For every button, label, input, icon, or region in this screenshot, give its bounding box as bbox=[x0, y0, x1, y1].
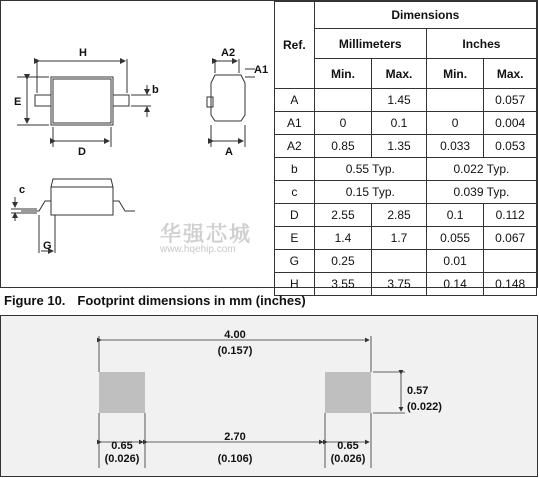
cell-ref: A1 bbox=[275, 112, 315, 135]
dimension-row bbox=[275, 273, 537, 296]
cell-ref: A bbox=[275, 89, 315, 112]
fp-total-width: 4.00 bbox=[224, 329, 246, 341]
fp-pad-height: 0.57 bbox=[407, 385, 429, 397]
cell-in-min: 0.1 bbox=[426, 204, 484, 227]
cell-mm-max: 1.35 bbox=[372, 135, 427, 158]
top-view-lead-right bbox=[113, 95, 129, 106]
label-A1: A1 bbox=[254, 64, 269, 76]
cell-mm-max: 2.85 bbox=[372, 204, 427, 227]
side-view-body bbox=[211, 75, 245, 121]
fp-pad-height-in: (0.022) bbox=[407, 401, 442, 413]
footprint-panel bbox=[0, 315, 538, 477]
fp-pad-width-right: 0.65 bbox=[337, 440, 359, 452]
cell-mm-max: 0.1 bbox=[372, 112, 427, 135]
cell-in-max: 0.057 bbox=[484, 89, 537, 112]
watermark-url: www.hqehip.com bbox=[160, 244, 236, 255]
cell-ref: E bbox=[275, 227, 315, 250]
top-view-body bbox=[53, 79, 111, 123]
label-D: D bbox=[78, 146, 86, 158]
cell-ref: b bbox=[275, 158, 315, 181]
dimensions-table bbox=[274, 1, 537, 296]
cell-mm-min: 2.55 bbox=[314, 204, 372, 227]
dimension-row bbox=[275, 112, 537, 135]
footprint-pad-left bbox=[99, 372, 145, 413]
cell-in-min bbox=[426, 89, 484, 112]
dimension-row bbox=[275, 135, 537, 158]
cell-in-max: 0.148 bbox=[484, 273, 537, 296]
cell-in-min: 0.01 bbox=[426, 250, 484, 273]
cell-in-min: 0 bbox=[426, 112, 484, 135]
fp-gap-in: (0.106) bbox=[217, 453, 253, 465]
label-E: E bbox=[14, 96, 22, 108]
figure-title: Footprint dimensions in mm (inches) bbox=[77, 293, 306, 308]
cell-ref: c bbox=[275, 181, 315, 204]
millimeters-header: Millimeters bbox=[314, 29, 426, 59]
cell-mm-typ: 0.15 Typ. bbox=[314, 181, 426, 204]
front-view-body bbox=[51, 179, 113, 215]
footprint-drawing bbox=[1, 316, 539, 478]
cell-mm-min: 0 bbox=[314, 112, 372, 135]
min-header: Min. bbox=[426, 59, 484, 89]
cell-mm-typ: 0.55 Typ. bbox=[314, 158, 426, 181]
footprint-pad-right bbox=[325, 372, 371, 413]
cell-in-max: 0.004 bbox=[484, 112, 537, 135]
cell-in-max: 0.067 bbox=[484, 227, 537, 250]
cell-mm-max: 1.7 bbox=[372, 227, 427, 250]
cell-in-max bbox=[484, 250, 537, 273]
dimensions-header: Dimensions bbox=[314, 2, 536, 29]
label-H: H bbox=[79, 47, 87, 59]
cell-ref: H bbox=[275, 273, 315, 296]
dimension-row bbox=[275, 227, 537, 250]
cell-in-max: 0.053 bbox=[484, 135, 537, 158]
fp-total-width-in: (0.157) bbox=[217, 345, 253, 357]
fp-pad-width-right-in: (0.026) bbox=[330, 453, 366, 465]
cell-mm-min: 1.4 bbox=[314, 227, 372, 250]
label-b: b bbox=[152, 84, 159, 96]
cell-mm-max: 3.75 bbox=[372, 273, 427, 296]
dimensions-rows bbox=[275, 89, 537, 296]
cell-in-min: 0.055 bbox=[426, 227, 484, 250]
fp-gap: 2.70 bbox=[224, 431, 246, 443]
min-header: Min. bbox=[314, 59, 372, 89]
max-header: Max. bbox=[372, 59, 427, 89]
cell-mm-min: 0.25 bbox=[314, 250, 372, 273]
figure-number: Figure 10. bbox=[4, 293, 66, 308]
cell-mm-max: 1.45 bbox=[372, 89, 427, 112]
top-view-outer bbox=[51, 77, 113, 125]
max-header: Max. bbox=[484, 59, 537, 89]
cell-mm-min: 3.55 bbox=[314, 273, 372, 296]
cell-in-max: 0.112 bbox=[484, 204, 537, 227]
watermark: 华强芯城 bbox=[160, 223, 252, 246]
cell-mm-min: 0.85 bbox=[314, 135, 372, 158]
figure-caption bbox=[4, 293, 306, 308]
dimension-row bbox=[275, 250, 537, 273]
cell-mm-max bbox=[372, 250, 427, 273]
cell-in-typ: 0.039 Typ. bbox=[426, 181, 536, 204]
fp-pad-width-left: 0.65 bbox=[111, 440, 133, 452]
top-view-lead-left bbox=[35, 95, 51, 106]
cell-in-min: 0.033 bbox=[426, 135, 484, 158]
dimension-row bbox=[275, 89, 537, 112]
label-G: G bbox=[43, 240, 52, 252]
cell-mm-min bbox=[314, 89, 372, 112]
label-A2: A2 bbox=[221, 47, 236, 59]
cell-ref: G bbox=[275, 250, 315, 273]
cell-in-typ: 0.022 Typ. bbox=[426, 158, 536, 181]
cell-in-min: 0.14 bbox=[426, 273, 484, 296]
ref-header: Ref. bbox=[275, 2, 315, 89]
inches-header: Inches bbox=[426, 29, 536, 59]
dimension-row bbox=[275, 181, 537, 204]
cell-ref: A2 bbox=[275, 135, 315, 158]
label-A: A bbox=[225, 146, 233, 158]
fp-pad-width-left-in: (0.026) bbox=[104, 453, 140, 465]
label-c: c bbox=[19, 184, 26, 196]
cell-ref: D bbox=[275, 204, 315, 227]
dimension-row bbox=[275, 158, 537, 181]
dimension-row bbox=[275, 204, 537, 227]
